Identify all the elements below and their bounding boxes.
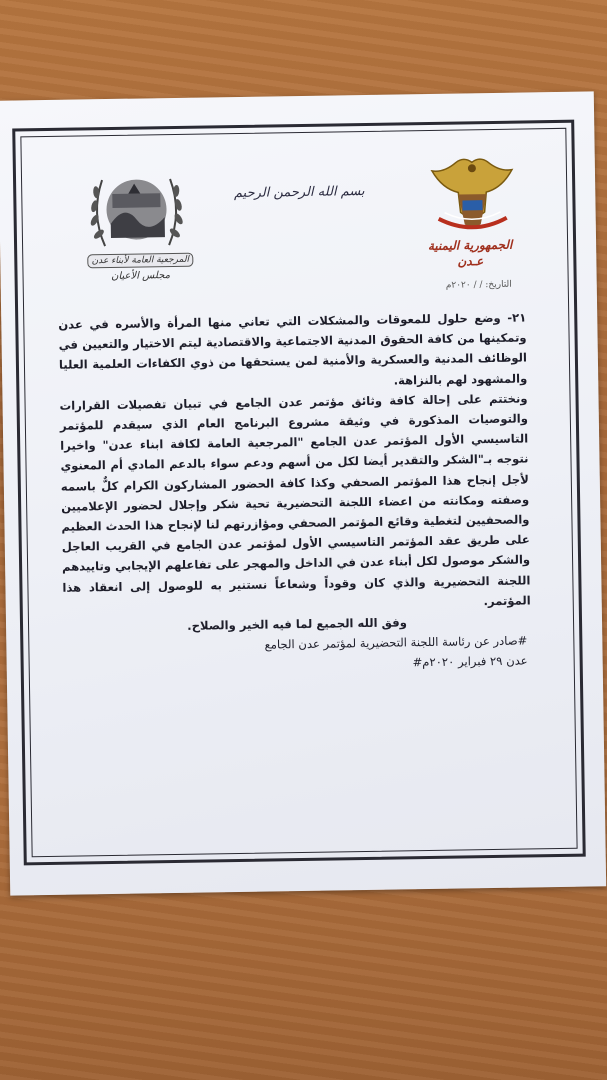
signature-date: عدن ٢٩ فبراير ٢٠٢٠م# bbox=[412, 653, 528, 670]
date-field: التاريخ: / / ٢٠٢٠م bbox=[445, 279, 512, 291]
letter-body bbox=[58, 307, 532, 678]
letter-paper bbox=[0, 91, 606, 895]
paragraph-item-21: ٢١- وضع حلول للمعوقات والمشكلات التي تعاني منها المرأة والأسره في عدن وتمكينها من كافة الحقوق المدنية الاجتماعية والاقتصادية ليتم الاختيار والتعيين في الوظائف المدنية والعسكرية والأمنية لمن يستحقها من ذوي الكفاءات العلمية العليا والمشهود لهم بالنزاهة. bbox=[58, 310, 528, 388]
closing-line: وفق الله الجميع لما فيه الخير والصلاح. bbox=[187, 615, 407, 633]
republic-eagle-emblem-icon bbox=[424, 152, 521, 237]
city-name: عـدن bbox=[457, 254, 484, 269]
paragraph-conclusion: ونختتم على إحالة كافة وثائق مؤتمر عدن الجامع في تبيان تفصيلات القرارات والتوصيات المذكورة في وثيقة مشروع البرنامج العام الذي سيقدم للمؤتمر التاسيسي الأول المؤتمر عدن الجامع "المرجعية العامة لكافة ابناء عدن" واخيرا نتوجه بـ"الشكر والتقدير أيضا لكل من أسهم ودعم سواء بالدعم المادي أم المعنوي لأجل إنجاح هذا المؤتمر الصحفي وكذا كافة الحضور المشاركون الكرام كلٌّ باسمه وصفته ومكانته من اعضاء اللجنة التحضيرية تحية شكر وإجلال لحضور الإعلاميين والصحفيين لتغطية وقائع المؤتمر الصحفي ومؤازرتهم لنا لإنجاح هذا الحدث العظيم على طريق عقد المؤتمر التاسيسي الأول لمؤتمر عدن الجامع في القريب العاجل والشكر موصول لكل أبناء عدن في الداخل والمهجر على تفاعلهم الإيجابي وتاييدهم اللجنة التحضيرية والذي كان وقوداً وشعاعاً نستنير به للوصول إلى انعقاد هذا المؤتمر. bbox=[59, 391, 531, 609]
council-name: المرجعية العامة لأبناء عدن bbox=[87, 253, 193, 269]
basmala: بسم الله الرحمن الرحيم bbox=[233, 183, 365, 202]
signature-line: #صادر عن رئاسة اللجنة التحضيرية لمؤتمر عدن الجامع bbox=[264, 633, 528, 652]
council-subtitle: مجلس الأعيان bbox=[111, 270, 171, 282]
letterhead bbox=[21, 129, 567, 298]
page-border bbox=[12, 120, 586, 866]
republic-name: الجمهورية اليمنية bbox=[427, 237, 513, 253]
council-label bbox=[81, 247, 200, 283]
page-border-inner bbox=[20, 128, 577, 857]
